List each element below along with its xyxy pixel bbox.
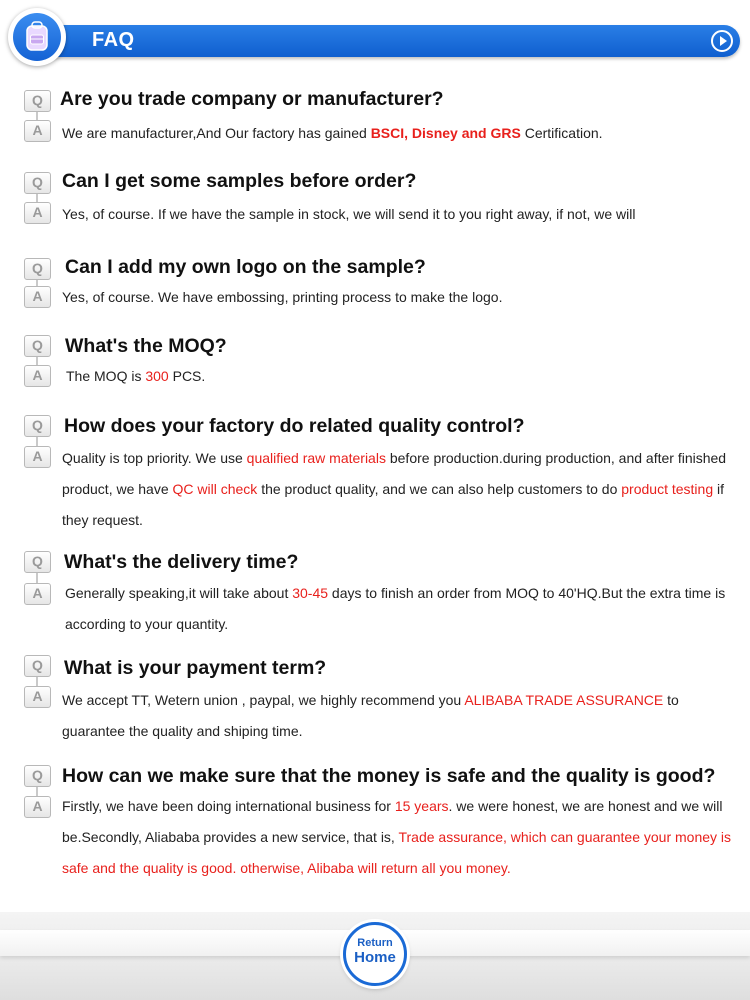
answer-text: The MOQ is bbox=[66, 368, 146, 384]
highlight-text: ALIBABA TRADE ASSURANCE bbox=[464, 692, 664, 708]
faq-answer bbox=[66, 361, 738, 392]
qa-connector bbox=[36, 573, 38, 583]
answer-icon: A bbox=[24, 286, 51, 308]
answer-text: . we were honest, we are honest and we will be.Secondly, Aliababa provides a new service, that is, bbox=[62, 798, 723, 845]
faq-answer bbox=[62, 118, 734, 149]
qa-connector bbox=[36, 112, 38, 120]
highlight-text: 15 years bbox=[394, 798, 449, 814]
answer-text: before production.during production, and after finished product, we have bbox=[62, 450, 727, 497]
return-home-label-line2: Home bbox=[354, 949, 396, 966]
highlight-text: product testing bbox=[621, 481, 714, 497]
question-icon: Q bbox=[24, 415, 51, 437]
faq-answer bbox=[62, 282, 734, 313]
question-icon: Q bbox=[24, 172, 51, 194]
answer-text: We are manufacturer,And Our factory has gained bbox=[62, 125, 371, 141]
answer-icon: A bbox=[24, 796, 51, 818]
faq-question: What is your payment term? bbox=[64, 657, 327, 679]
answer-icon: A bbox=[24, 686, 51, 708]
play-circle-icon[interactable] bbox=[711, 30, 733, 52]
highlight-text: 30-45 bbox=[292, 585, 329, 601]
answer-text: Yes, of course. We have embossing, printing process to make the logo. bbox=[62, 289, 503, 305]
faq-answer bbox=[62, 685, 734, 747]
question-icon: Q bbox=[24, 655, 51, 677]
answer-text: Generally speaking,it will take about bbox=[65, 585, 293, 601]
faq-question: What's the delivery time? bbox=[64, 551, 299, 573]
answer-text: Quality is top priority. We use bbox=[62, 450, 247, 466]
faq-answer bbox=[62, 791, 734, 884]
question-icon: Q bbox=[24, 551, 51, 573]
answer-text: if they request. bbox=[62, 481, 724, 528]
backpack-icon bbox=[13, 13, 61, 61]
answer-text: Firstly, we have been doing international business for bbox=[62, 798, 395, 814]
faq-question: What's the MOQ? bbox=[65, 335, 227, 357]
answer-text: the product quality, and we can also help customers to do bbox=[257, 481, 622, 497]
faq-question: How does your factory do related quality control? bbox=[64, 415, 525, 437]
faq-question: Are you trade company or manufacturer? bbox=[60, 88, 444, 110]
highlight-text: QC will check bbox=[172, 481, 258, 497]
question-icon: Q bbox=[24, 335, 51, 357]
answer-text: PCS. bbox=[168, 368, 206, 384]
answer-icon: A bbox=[24, 202, 51, 224]
qa-connector bbox=[36, 787, 38, 796]
faq-answer bbox=[62, 443, 734, 536]
question-icon: Q bbox=[24, 765, 51, 787]
answer-text: Certification. bbox=[520, 125, 603, 141]
qa-connector bbox=[36, 677, 38, 686]
qa-connector bbox=[36, 357, 38, 365]
answer-icon: A bbox=[24, 365, 51, 387]
highlight-text: Trade assurance, which can guarantee your money is safe and the quality is good. otherwise, Alibaba will return all you money. bbox=[62, 829, 732, 876]
faq-question: Can I add my own logo on the sample? bbox=[65, 256, 426, 278]
faq-question: How can we make sure that the money is safe and the quality is good? bbox=[62, 765, 716, 787]
return-home-label-line1: Return bbox=[357, 937, 393, 949]
answer-icon: A bbox=[24, 583, 51, 605]
answer-icon: A bbox=[24, 120, 51, 142]
faq-answer bbox=[62, 199, 734, 230]
highlight-text: qualified raw materials bbox=[246, 450, 386, 466]
return-home-button[interactable] bbox=[343, 922, 407, 986]
question-icon: Q bbox=[24, 258, 51, 280]
page-title: FAQ bbox=[92, 29, 135, 51]
question-icon: Q bbox=[24, 90, 51, 112]
faq-question: Can I get some samples before order? bbox=[62, 170, 417, 192]
faq-badge bbox=[8, 8, 66, 66]
answer-text: Yes, of course. If we have the sample in stock, we will send it to you right away, if not, we will bbox=[62, 206, 636, 222]
qa-connector bbox=[36, 194, 38, 202]
qa-connector bbox=[36, 437, 38, 446]
faq-answer bbox=[65, 578, 737, 640]
answer-icon: A bbox=[24, 446, 51, 468]
answer-text: to guarantee the quality and shiping time. bbox=[62, 692, 679, 739]
highlight-text: 300 bbox=[145, 368, 169, 384]
answer-text: We accept TT, Wetern union , paypal, we highly recommend you bbox=[62, 692, 465, 708]
answer-text: days to finish an order from MOQ to 40'HQ.But the extra time is according to your quantity. bbox=[65, 585, 726, 632]
highlight-text: BSCI, Disney and GRS bbox=[370, 125, 521, 141]
